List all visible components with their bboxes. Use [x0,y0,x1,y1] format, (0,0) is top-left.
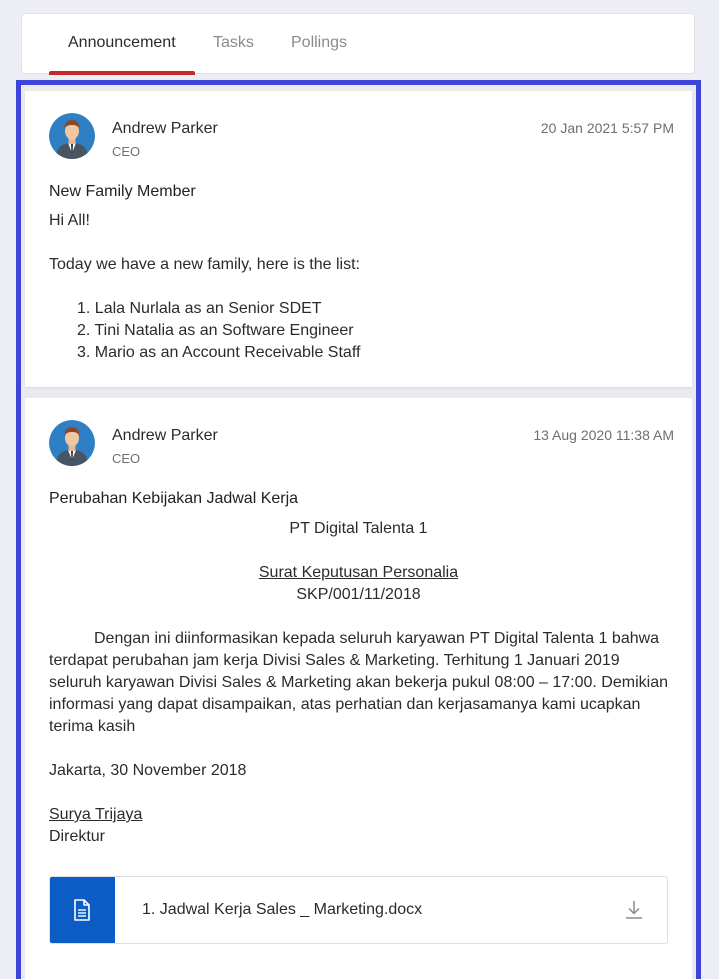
tab-tasks[interactable]: Tasks [213,34,254,51]
post-greeting: Hi All! [49,212,90,229]
author-role: CEO [112,144,141,159]
new-member-list [77,298,360,364]
attachment-icon-box [50,877,115,943]
signer-name: Surya Trijaya [49,806,143,823]
user-avatar-icon [49,420,95,466]
letter-paragraph: Dengan ini diinformasikan kepada seluruh karyawan PT Digital Talenta 1 bahwa terdapat perubahan jam kerja Divisi Sales & Marketing. Terhitung 1 Januari 2019 seluruh karyawan Divisi Sales & Marketing akan bekerja pukul 08:00 – 17:00. Demikian informasi yang dapat disampaikan, atas perhatian dan kerjasamanya kami ucapkan terima kasih [49,630,668,735]
signer-title: Direktur [49,828,106,845]
document-icon [73,899,91,921]
announcement-post [25,91,692,387]
letter-title-wrap [25,562,692,584]
company-name: PT Digital Talenta 1 [289,520,428,537]
avatar [49,420,95,466]
announcement-post [25,398,692,979]
tab-pollings[interactable]: Pollings [291,34,348,51]
letter-number: SKP/001/11/2018 [296,586,421,603]
download-button[interactable] [625,900,643,925]
avatar [49,113,95,159]
author-name: Andrew Parker [112,427,218,444]
post-intro: Today we have a new family, here is the list: [49,256,360,273]
post-timestamp: 20 Jan 2021 5:57 PM [540,120,674,136]
letter-title: Surat Keputusan Personalia [258,564,459,581]
list-item: 2. Tini Natalia as an Software Engineer [77,322,354,339]
announcement-feed [16,80,701,979]
active-tab-indicator [49,71,195,75]
user-avatar-icon [49,113,95,159]
attachment-filename[interactable]: 1. Jadwal Kerja Sales _ Marketing.docx [142,901,423,918]
post-title: New Family Member [49,183,196,200]
attachment-item[interactable] [49,876,668,944]
post-title: Perubahan Kebijakan Jadwal Kerja [49,490,299,507]
place-date: Jakarta, 30 November 2018 [49,762,247,779]
list-item: 3. Mario as an Account Receivable Staff [77,344,361,361]
author-role: CEO [112,451,141,466]
post-timestamp: 13 Aug 2020 11:38 AM [533,427,674,443]
tab-bar [21,13,695,74]
tab-announcement[interactable]: Announcement [68,34,176,51]
download-icon[interactable] [625,900,643,920]
author-name: Andrew Parker [112,120,218,137]
list-item: 1. Lala Nurlala as an Senior SDET [77,300,322,317]
